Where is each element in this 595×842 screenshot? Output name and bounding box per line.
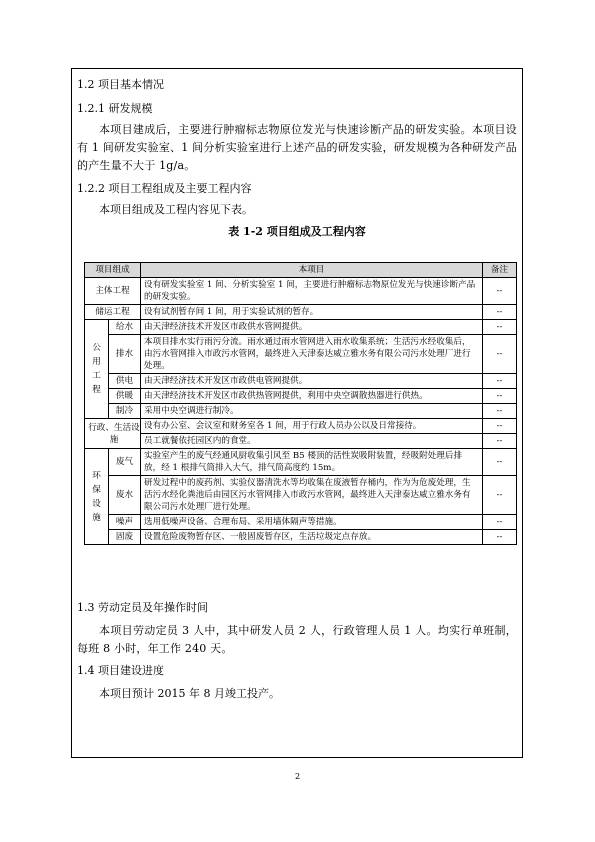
row-note: -- xyxy=(483,335,517,374)
sub-text: 选用低噪声设备、合理布局、采用墙体隔声等措施。 xyxy=(141,515,483,530)
sub-label: 制冷 xyxy=(109,404,141,419)
header-remarks: 备注 xyxy=(483,263,517,278)
page-number: 2 xyxy=(294,772,301,781)
sub-text: 实验室产生的废气经通风厨收集引风至 B5 楼顶的活性炭吸附装置，经吸附处理后排放，经 1 根排气筒排入大气，排气筒高度约 15m。 xyxy=(141,449,483,476)
row-label-admin xyxy=(85,419,141,449)
table-row xyxy=(85,374,517,389)
row-label-storage: 储运工程 xyxy=(85,305,141,320)
header-this-project: 本项目 xyxy=(141,263,483,278)
row-note: -- xyxy=(483,389,517,404)
sub-text: 本项目排水实行雨污分流。雨水通过雨水管网进入雨水收集系统；生活污水经收集后，由污水管网排入市政污水管网，最终进入天津泰达威立雅水务有限公司污水处理厂进行处理。 xyxy=(141,335,483,374)
sub-text: 采用中央空调进行制冷。 xyxy=(141,404,483,419)
project-composition-table xyxy=(84,262,517,545)
table-row xyxy=(85,389,517,404)
sub-label: 供暖 xyxy=(109,389,141,404)
table-caption: 表 1-2 项目组成及工程内容 xyxy=(228,225,366,238)
row-note: -- xyxy=(483,305,517,320)
row-note: -- xyxy=(483,404,517,419)
section-1-2-2-text: 本项目组成及工程内容见下表。 xyxy=(99,203,253,216)
admin-text: 设有办公室、会议室和财务室各 1 间，用于行政人员办公以及日常接待。 xyxy=(141,419,483,434)
section-1-4-title: 1.4 项目建设进度 xyxy=(77,664,164,677)
sub-label: 废气 xyxy=(109,449,141,476)
table-row xyxy=(85,320,517,335)
row-note: -- xyxy=(483,530,517,545)
section-1-2-1-title: 1.2.1 研发规模 xyxy=(77,102,153,115)
table-row xyxy=(85,278,517,305)
row-label-env xyxy=(85,449,109,545)
sub-label: 噪声 xyxy=(109,515,141,530)
row-text-main: 设有研发实验室 1 间、分析实验室 1 间，主要进行肿瘤标志物原位发光与快速诊断产品的研发实验。 xyxy=(141,278,483,305)
sub-label: 供电 xyxy=(109,374,141,389)
document-body xyxy=(77,70,517,239)
table-row xyxy=(85,515,517,530)
document-body-lower xyxy=(77,601,517,703)
table-row xyxy=(85,476,517,515)
sub-label: 排水 xyxy=(109,335,141,374)
table-row xyxy=(85,530,517,545)
row-note: -- xyxy=(483,320,517,335)
sub-label: 给水 xyxy=(109,320,141,335)
table-row xyxy=(85,305,517,320)
table-header-row xyxy=(85,263,517,278)
admin-text: 员工就餐依托园区内的食堂。 xyxy=(141,434,483,449)
table-row xyxy=(85,419,517,434)
table-row xyxy=(85,449,517,476)
section-1-2-title: 1.2 项目基本情况 xyxy=(77,78,164,91)
row-note: -- xyxy=(483,278,517,305)
sub-text: 由天津经济技术开发区市政供电管网提供。 xyxy=(141,374,483,389)
sub-text: 由天津经济技术开发区市政供水管网提供。 xyxy=(141,320,483,335)
env-label-text: 环保设施 xyxy=(92,470,101,523)
sub-label: 废水 xyxy=(109,476,141,515)
row-note: -- xyxy=(483,449,517,476)
section-1-2-1-text: 本项目建成后，主要进行肿瘤标志物原位发光与快速诊断产品的研发实验。本项目设有 1 间研发实验室、1 间分析实验室进行上述产品的研发实验，研发规模为各种研发产品的产生量不大于 1g/a。 xyxy=(77,123,517,172)
row-note: -- xyxy=(483,515,517,530)
table-row xyxy=(85,404,517,419)
sub-text: 设置危险废物暂存区、一般固废暂存区，生活垃圾定点存放。 xyxy=(141,530,483,545)
row-label-main: 主体工程 xyxy=(85,278,141,305)
row-label-public xyxy=(85,320,109,419)
section-1-3-text: 本项目劳动定员 3 人中，其中研发人员 2 人，行政管理人员 1 人。均实行单班制，每班 8 小时，年工作 240 天。 xyxy=(77,624,517,655)
section-1-4-text: 本项目预计 2015 年 8 月竣工投产。 xyxy=(99,687,280,700)
section-1-2-2-title: 1.2.2 项目工程组成及主要工程内容 xyxy=(77,182,252,195)
table-row xyxy=(85,335,517,374)
row-text-storage: 设有试剂暂存间 1 间，用于实验试剂的暂存。 xyxy=(141,305,483,320)
header-composition: 项目组成 xyxy=(85,263,141,278)
public-label-text: 公用工程 xyxy=(92,343,101,395)
row-note: -- xyxy=(483,374,517,389)
sub-text: 研发过程中的废药剂、实验仪器清洗水等均收集在废液暂存桶内，作为为危废处理，生活污水经化粪池后由园区污水管网排入市政污水管网，最终进入天津泰达威立雅水务有限公司污水处理厂进行处理。 xyxy=(141,476,483,515)
table-row xyxy=(85,434,517,449)
row-note: -- xyxy=(483,434,517,449)
sub-text: 由天津经济技术开发区市政供热管网提供，利用中央空调散热器进行供热。 xyxy=(141,389,483,404)
sub-label: 固废 xyxy=(109,530,141,545)
row-note: -- xyxy=(483,476,517,515)
row-note: -- xyxy=(483,419,517,434)
section-1-3-title: 1.3 劳动定员及年操作时间 xyxy=(77,601,208,614)
admin-label-text: 行政、生活设施 xyxy=(88,422,140,445)
